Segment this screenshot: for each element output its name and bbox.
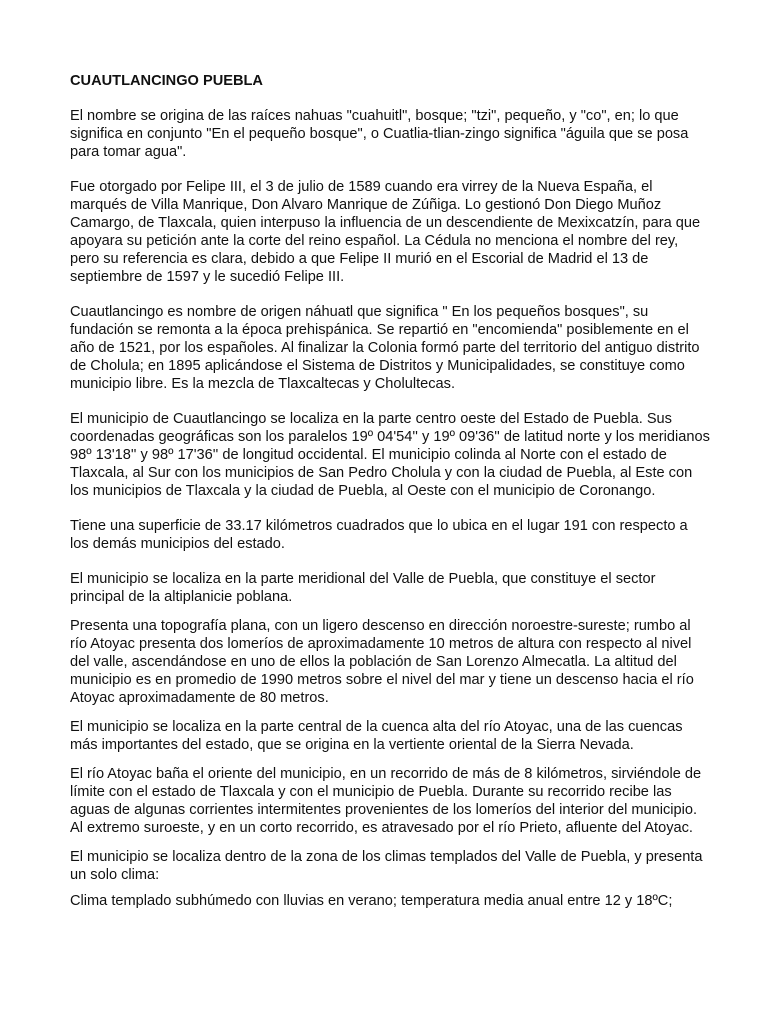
document-page [70,72,710,910]
paragraph-valley: El municipio se localiza en la parte meridional del Valle de Puebla, que constituye el sector principal de la altiplanicie poblana. [70,571,656,605]
paragraph-topography: Presenta una topografía plana, con un ligero descenso en dirección noroestre-sureste; rumbo al río Atoyac presenta dos lomeríos de aproximadamente 10 metros de altura con respecto al nivel del valle, ascendándose en uno de ellos la población de San Lorenzo Almecatla. La altitud del municipio es en promedio de 1990 metros sobre el nivel del mar y tiene un descenso hacia el río Atoyac aproximadamente de 80 metros. [70,618,694,706]
paragraph-etymology: El nombre se origina de las raíces nahuas "cuahuitl", bosque; "tzi", pequeño, y "co", en; lo que significa en conjunto "En el pequeño bosque", o Cuatlia-tlian-zingo significa "águila que se posa para tomar agua". [70,108,689,160]
paragraph-surface: Tiene una superficie de 33.17 kilómetros cuadrados que lo ubica en el lugar 191 con respecto a los demás municipios del estado. [70,518,688,552]
document-title: CUAUTLANCINGO PUEBLA [70,73,263,89]
paragraph-basin: El municipio se localiza en la parte central de la cuenca alta del río Atoyac, una de las cuencas más importantes del estado, que se origina en la vertiente oriental de la Sierra Nevada. [70,719,683,753]
paragraph-river: El río Atoyac baña el oriente del municipio, en un recorrido de más de 8 kilómetros, sirviéndole de límite con el estado de Tlaxcala y con el municipio de Puebla. Durante su recorrido recibe las aguas de algunas corrientes intermitentes provenientes de los lomeríos del interior del municipio. Al extremo suroeste, y en un corto recorrido, es atravesado por el río Prieto, afluente del Atoyac. [70,766,702,836]
paragraph-location: El municipio de Cuautlancingo se localiza en la parte centro oeste del Estado de Puebla. Sus coordenadas geográficas son los paralelos 19º 04'54'' y 19º 09'36'' de latitud norte y los meridianos 98º 13'18'' y 98º 17'36'' de longitud occidental. El municipio colinda al Norte con el estado de Tlaxcala, al Sur con los municipios de San Pedro Cholula y con la ciudad de Puebla, al Este con los municipios de Tlaxcala y la ciudad de Puebla, al Oeste con el municipio de Coronango. [70,411,710,499]
paragraph-climate-intro: El municipio se localiza dentro de la zona de los climas templados del Valle de Puebla, y presenta un solo clima: [70,849,703,883]
paragraph-origin: Cuautlancingo es nombre de origen náhuatl que significa " En los pequeños bosques", su fundación se remonta a la época prehispánica. Se repartió en "encomienda" posiblemente en el año de 1521, por los españoles. Al finalizar la Colonia formó parte del territorio del antiguo distrito de Cholula; en 1895 aplicándose el Sistema de Distritos y Municipalidades, se constituye como municipio libre. Es la mezcla de Tlaxcaltecas y Cholultecas. [70,304,700,392]
paragraph-history: Fue otorgado por Felipe III, el 3 de julio de 1589 cuando era virrey de la Nueva España, el marqués de Villa Manrique, Don Alvaro Manrique de Zúñiga. Lo gestionó Don Diego Muñoz Camargo, de Tlaxcala, quien interpuso la influencia de un descendiente de Mexixcatzín, para que apoyara su petición ante la corte del reino español. La Cédula no menciona el nombre del rey, pero su referencia es clara, debido a que Felipe II murió en el Escorial de Madrid el 13 de septiembre de 1597 y le sucedió Felipe III. [70,179,701,285]
paragraph-climate: Clima templado subhúmedo con lluvias en verano; temperatura media anual entre 12 y 18ºC; [70,893,673,909]
